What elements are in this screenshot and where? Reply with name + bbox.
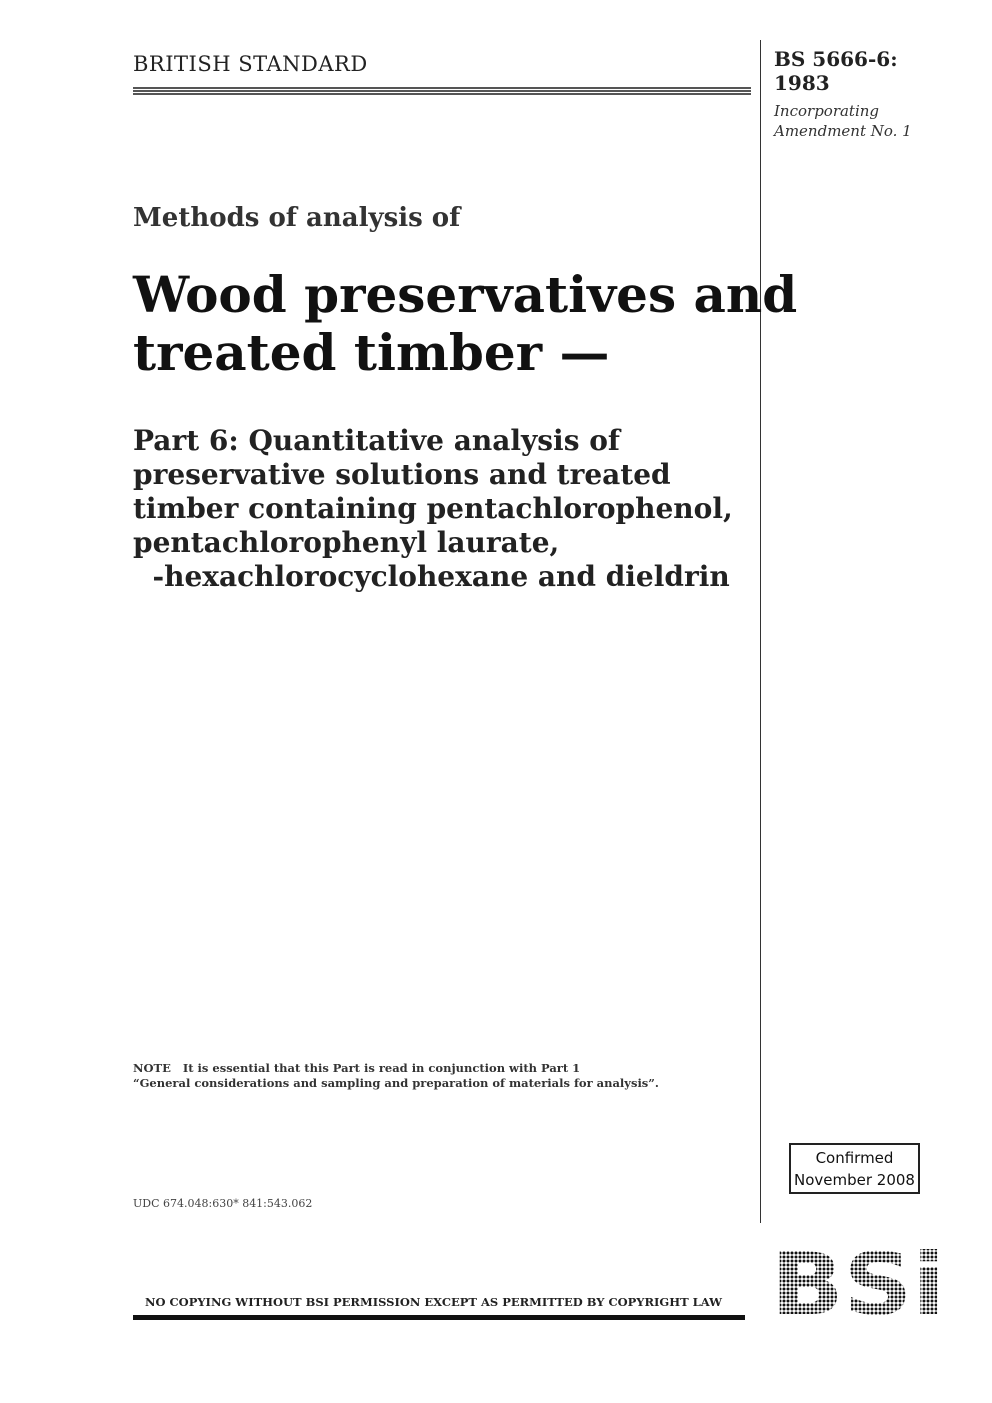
note-text-1: It is essential that this Part is read in conjunction with Part 1 <box>182 1061 581 1075</box>
header-rule <box>133 87 751 96</box>
pretitle: Methods of analysis of <box>133 203 461 233</box>
part-title <box>133 424 733 594</box>
copyright-notice: NO COPYING WITHOUT BSI PERMISSION EXCEPT AS PERMITTED BY COPYRIGHT LAW <box>145 1295 723 1309</box>
note-line-2: “General considerations and sampling and preparation of materials for analysis”. <box>133 1076 659 1090</box>
part-title-line: timber containing pentachlorophenol, <box>133 492 733 525</box>
standard-number-line-1: BS 5666-6: <box>774 47 898 71</box>
bsi-logo-icon <box>770 1243 946 1319</box>
amendment-note <box>774 101 912 141</box>
part-title-line: pentachlorophenyl laurate, <box>133 526 560 559</box>
footer-rule <box>133 1315 745 1320</box>
part-title-line: Part 6: Quantitative analysis of <box>133 424 620 457</box>
main-title-line-1: Wood preservatives and <box>133 265 798 324</box>
note <box>133 1061 659 1091</box>
part-title-line: -hexachlorocyclohexane and dieldrin <box>133 560 730 593</box>
vertical-divider <box>760 40 761 1223</box>
main-title-line-2: treated timber — <box>133 323 610 382</box>
publisher-label: BRITISH STANDARD <box>133 52 368 76</box>
note-line-1 <box>133 1061 659 1076</box>
confirmed-stamp <box>789 1143 920 1194</box>
amendment-line-1: Incorporating <box>774 102 880 120</box>
udc-code: UDC 674.048:630* 841:543.062 <box>133 1197 313 1210</box>
amendment-line-2: Amendment No. 1 <box>774 122 912 140</box>
standard-number-line-2: 1983 <box>774 71 830 95</box>
standard-number <box>774 47 898 95</box>
note-label: NOTE <box>133 1061 171 1075</box>
main-title <box>133 266 797 382</box>
confirmed-line-2: November 2008 <box>794 1171 915 1189</box>
part-title-line: preservative solutions and treated <box>133 458 671 491</box>
confirmed-line-1: Confirmed <box>815 1149 894 1167</box>
